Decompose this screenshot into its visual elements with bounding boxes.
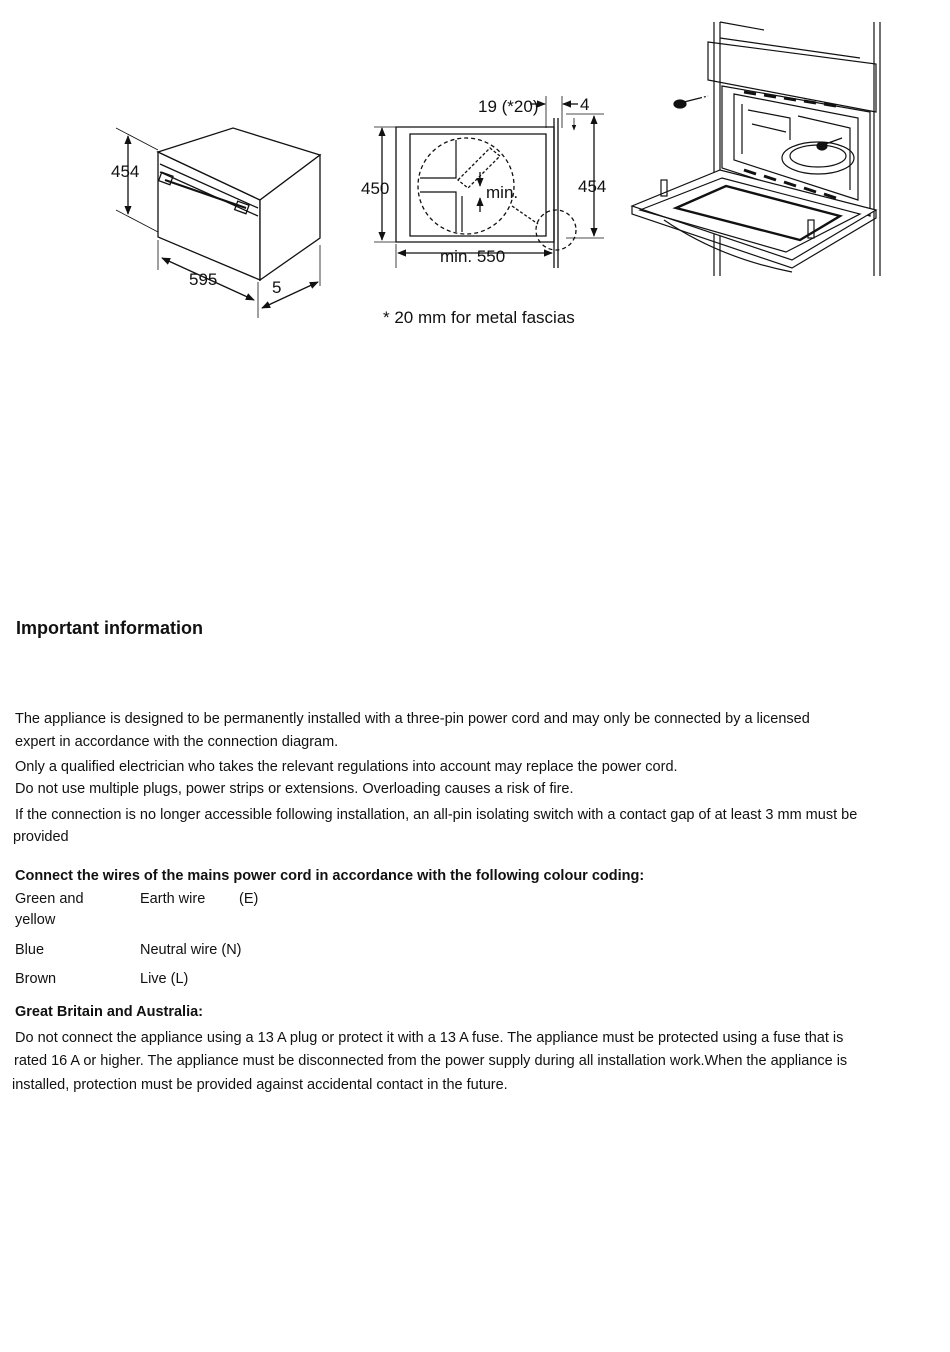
dim-depth: 5 bbox=[272, 278, 282, 297]
paragraph-installation-line2: expert in accordance with the connection diagram. bbox=[15, 734, 339, 750]
dim-top-right: 4 bbox=[580, 95, 590, 114]
dim-min-label: min. bbox=[486, 183, 519, 202]
gb-au-heading: Great Britain and Australia: bbox=[15, 1004, 204, 1020]
paragraph-isolating-switch-line2: provided bbox=[13, 829, 69, 845]
installed-appliance-drawing bbox=[632, 22, 880, 276]
wiring-wire-neutral: Neutral wire (N) bbox=[140, 942, 242, 958]
gb-au-paragraph-line1: Do not connect the appliance using a 13 A plug or protect it with a 13 A fuse. The appliance must be protected using a fuse that is bbox=[15, 1030, 844, 1046]
gb-au-paragraph-line2: rated 16 A or higher. The appliance must be disconnected from the power supply during all installation work.When the appliance is bbox=[14, 1053, 848, 1069]
paragraph-power-cord: Only a qualified electrician who takes the relevant regulations into account may replace the power cord. bbox=[15, 759, 678, 775]
dim-niche-height: 450 bbox=[361, 179, 390, 198]
installation-diagram bbox=[0, 0, 950, 340]
dim-height-left: 454 bbox=[111, 162, 140, 181]
dim-top-gap: 19 (*20) bbox=[478, 97, 539, 116]
wiring-code-earth: (E) bbox=[239, 891, 259, 907]
paragraph-installation-line1: The appliance is designed to be permanently installed with a three-pin power cord and may only be connected by a licensed bbox=[15, 711, 810, 727]
wiring-colour-brown: Brown bbox=[15, 971, 57, 987]
gb-au-paragraph-line3: installed, protection must be provided against accidental contact in the future. bbox=[12, 1077, 508, 1093]
wiring-wire-earth: Earth wire bbox=[140, 891, 206, 907]
wiring-colour-green-yellow-line1: Green and bbox=[15, 891, 84, 907]
diagram-footnote: * 20 mm for metal fascias bbox=[383, 308, 575, 327]
wiring-wire-live: Live (L) bbox=[140, 971, 189, 987]
paragraph-isolating-switch-line1: If the connection is no longer accessible following installation, an all-pin isolating switch with a contact gap of at least 3 mm must be bbox=[15, 807, 858, 823]
section-heading: Important information bbox=[16, 618, 203, 638]
dim-width: 595 bbox=[189, 270, 218, 289]
oven-dimension-drawing bbox=[116, 128, 320, 318]
wiring-heading: Connect the wires of the mains power cord in accordance with the following colour coding: bbox=[15, 868, 645, 884]
dim-front-height: 454 bbox=[578, 177, 607, 196]
wiring-colour-green-yellow-line2: yellow bbox=[15, 912, 56, 928]
paragraph-multiple-plugs: Do not use multiple plugs, power strips or extensions. Overloading causes a risk of fire. bbox=[15, 781, 574, 797]
niche-section-drawing bbox=[374, 96, 607, 268]
wiring-colour-blue: Blue bbox=[15, 942, 45, 958]
dim-min-depth: min. 550 bbox=[440, 247, 506, 266]
